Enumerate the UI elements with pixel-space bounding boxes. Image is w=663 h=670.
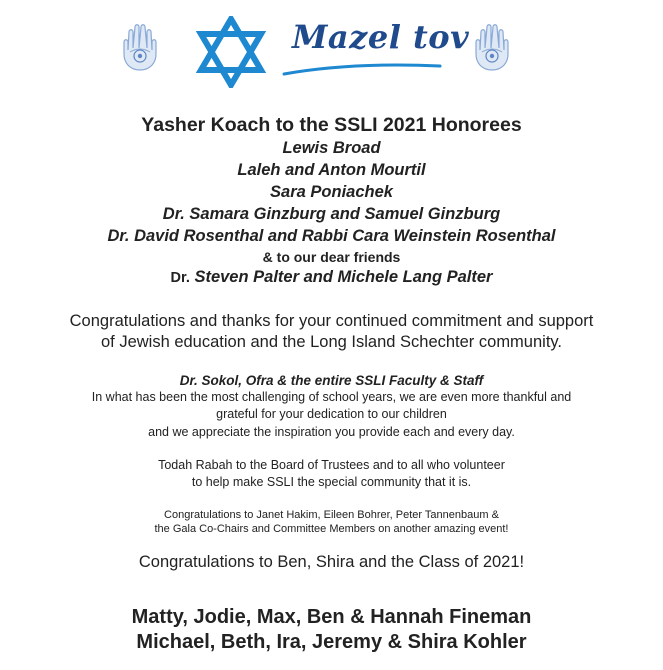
congrats-line: Congratulations and thanks for your continued commitment and support xyxy=(69,312,594,330)
gala-line: Congratulations to Janet Hakim, Eileen Bohrer, Peter Tannenbaum & xyxy=(164,509,499,521)
gala-line: the Gala Co-Chairs and Committee Members on another amazing event! xyxy=(154,523,509,535)
todah-line: to help make SSLI the special community that it is. xyxy=(191,475,472,489)
friends-line: & to our dear friends xyxy=(262,249,401,265)
class-congrats: Congratulations to Ben, Shira and the Class of 2021! xyxy=(138,553,525,571)
congrats-line: of Jewish education and the Long Island Schechter community. xyxy=(100,333,563,351)
hamsa-icon xyxy=(120,22,160,72)
hamsa-icon xyxy=(472,22,512,72)
palter-prefix: Dr. xyxy=(170,270,190,286)
family-signature: Michael, Beth, Ira, Jeremy & Shira Kohler xyxy=(136,631,527,653)
message-line: grateful for your dedication to our children xyxy=(216,407,447,421)
honoree-name: Laleh and Anton Mourtil xyxy=(237,161,426,179)
family-signature: Matty, Jodie, Max, Ben & Hannah Fineman xyxy=(131,606,532,628)
honoree-name: Sara Poniachek xyxy=(270,183,393,201)
message-line: and we appreciate the inspiration you provide each and every day. xyxy=(148,425,515,439)
sokol-heading: Dr. Sokol, Ofra & the entire SSLI Faculty & Staff xyxy=(179,373,484,388)
mazel-tov-script: Mazel tov xyxy=(292,18,470,56)
todah-line: Todah Rabah to the Board of Trustees and to all who volunteer xyxy=(158,458,505,472)
honoree-name: Dr. Samara Ginzburg and Samuel Ginzburg xyxy=(162,205,501,223)
swoosh-underline xyxy=(282,56,442,80)
mazel-tov-banner xyxy=(0,0,663,100)
palter-line xyxy=(0,268,663,287)
honoree-name: Lewis Broad xyxy=(282,139,381,157)
star-of-david-icon xyxy=(196,16,266,88)
palter-names: Steven Palter and Michele Lang Palter xyxy=(194,268,493,286)
honoree-name: Dr. David Rosenthal and Rabbi Cara Weinstein Rosenthal xyxy=(107,227,556,245)
message-line: In what has been the most challenging of school years, we are even more thankful and xyxy=(91,390,572,404)
headline: Yasher Koach to the SSLI 2021 Honorees xyxy=(141,114,522,136)
